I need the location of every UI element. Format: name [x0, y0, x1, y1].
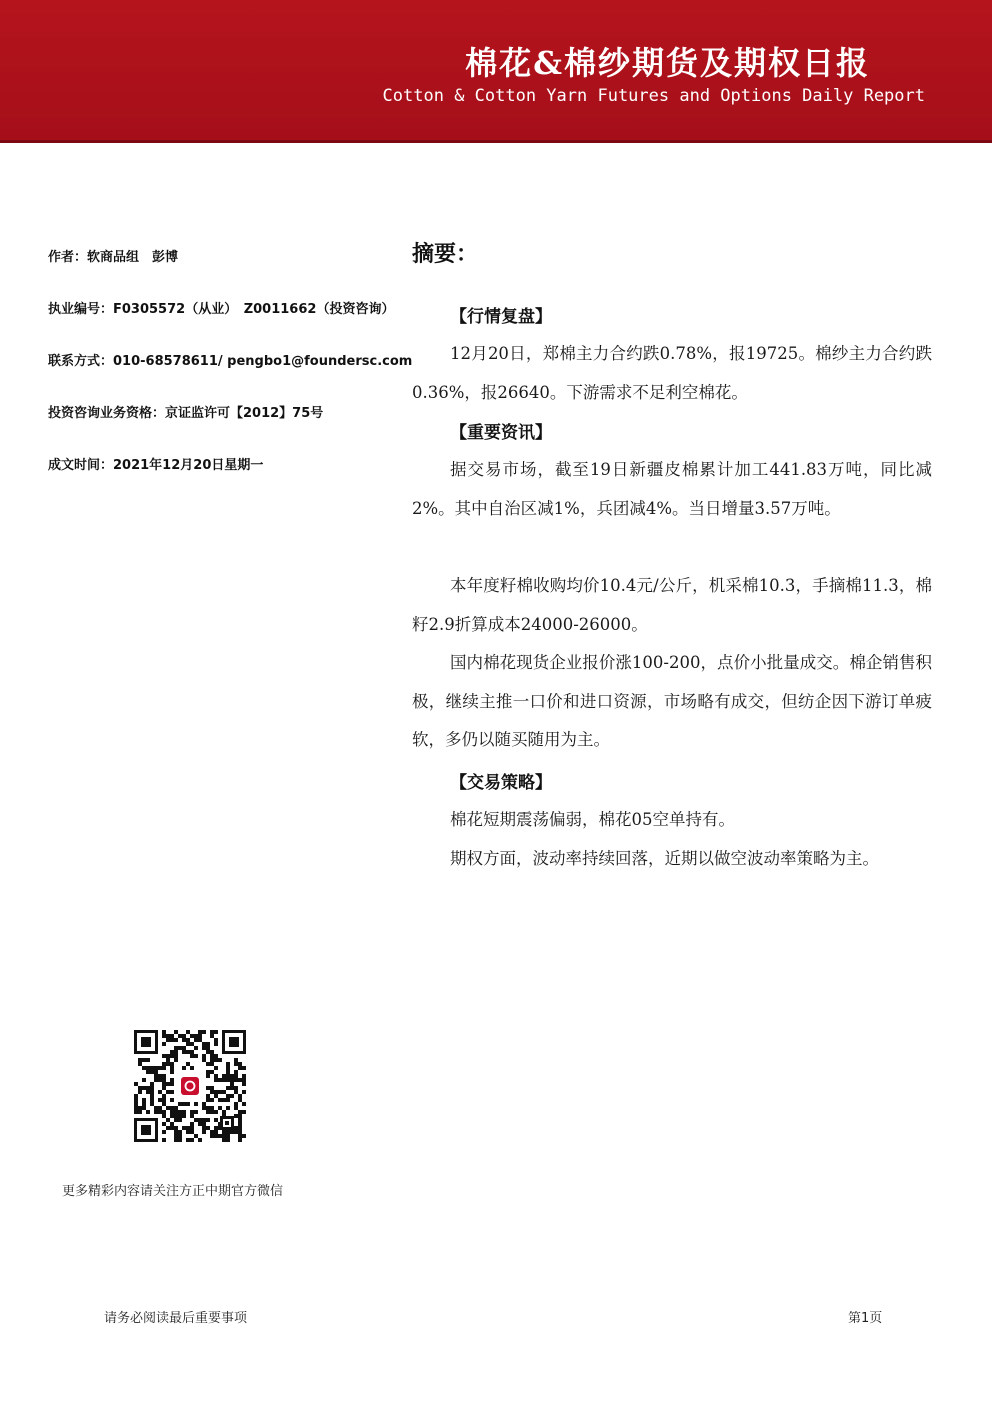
brand-logo-icon [181, 1077, 199, 1095]
qr-caption: 更多精彩内容请关注方正中期官方微信 [62, 1184, 284, 1199]
paragraph-news-processing: 据交易市场，截至19日新疆皮棉累计加工441.83万吨，同比减2%。其中自治区减1%，兵团减4%。当日增量3.57万吨。 [412, 460, 932, 518]
paragraph-strategy-options: 期权方面，波动率持续回落，近期以做空波动率策略为主。 [450, 849, 879, 868]
section-heading-key-news: 【重要资讯】 [450, 423, 552, 443]
footer-page-number: 第1页 [848, 1311, 883, 1326]
meta-author: 作者：软商品组 彭博 [48, 250, 179, 265]
paragraph-market-review: 12月20日，郑棉主力合约跌0.78%，报19725。棉纱主力合约跌0.36%，报26640。下游需求不足利空棉花。 [412, 344, 932, 402]
report-title-en: Cotton & Cotton Yarn Futures and Options Daily Report [382, 86, 925, 106]
header-banner-shadow [0, 140, 992, 143]
meta-license-no: 执业编号：F0305572（从业） Z0011662（投资咨询） [48, 302, 395, 317]
paragraph-strategy-futures: 棉花短期震荡偏弱，棉花05空单持有。 [450, 810, 735, 829]
meta-contact: 联系方式：010-68578611/ pengbo1@foundersc.com [48, 354, 413, 369]
paragraph-news-purchase-price: 本年度籽棉收购均价10.4元/公斤，机采棉10.3，手摘棉11.3，棉籽2.9折算成本24000-26000。 [412, 576, 932, 634]
meta-qualification: 投资咨询业务资格：京证监许可【2012】75号 [48, 406, 324, 421]
report-title-cn: 棉花&棉纱期货及期权日报 [465, 44, 870, 82]
section-heading-strategy: 【交易策略】 [450, 773, 552, 793]
wechat-qr-code [134, 1030, 246, 1142]
section-heading-market-review: 【行情复盘】 [450, 307, 552, 327]
paragraph-news-spot-market: 国内棉花现货企业报价涨100-200，点价小批量成交。棉企销售积极，继续主推一口价和进口资源，市场略有成交，但纺企因下游订单疲软，多仍以随买随用为主。 [412, 653, 932, 749]
meta-date: 成文时间：2021年12月20日星期一 [48, 458, 264, 473]
summary-title: 摘要： [412, 242, 479, 267]
footer-notice: 请务必阅读最后重要事项 [104, 1311, 248, 1326]
